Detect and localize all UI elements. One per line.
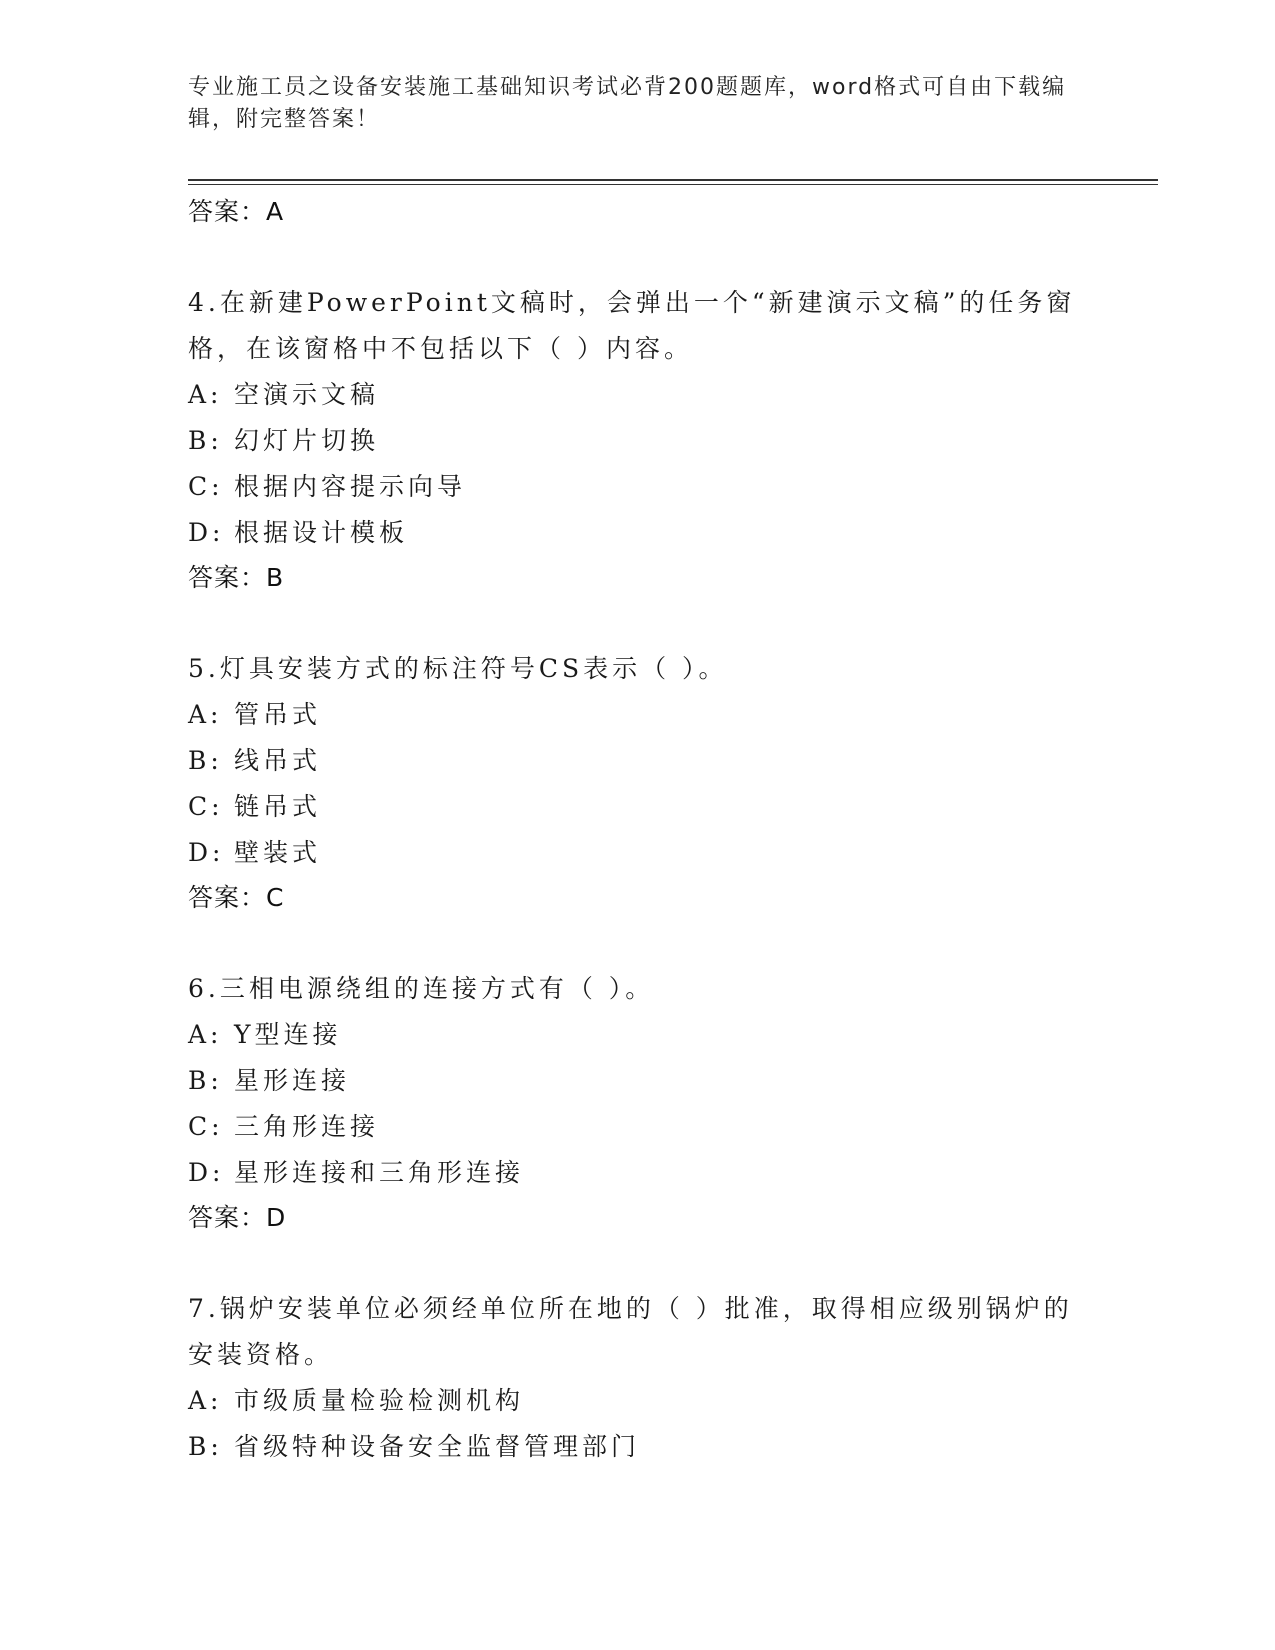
option-letter: D: [188, 1158, 225, 1187]
header-divider-thick [188, 179, 1158, 181]
option-item [188, 738, 1078, 784]
question-item [188, 966, 1078, 1240]
option-letter: C: [188, 1112, 224, 1141]
option-letter: B: [188, 1066, 223, 1095]
answer-line: 答案：B [188, 563, 285, 592]
option-letter: B: [188, 1432, 223, 1461]
option-item [188, 418, 1078, 464]
document-body [188, 190, 1078, 1470]
option-item [188, 692, 1078, 738]
option-item [188, 1058, 1078, 1104]
option-item [188, 510, 1078, 556]
option-text: 链吊式 [234, 792, 322, 821]
option-item [188, 464, 1078, 510]
option-item [188, 1150, 1078, 1196]
option-text: 三角形连接 [234, 1112, 380, 1141]
option-text: 省级特种设备安全监督管理部门 [234, 1432, 641, 1461]
option-text: 管吊式 [234, 700, 322, 729]
option-letter: C: [188, 792, 224, 821]
question-text: 5.灯具安装方式的标注符号CS表示（ ）。 [188, 654, 728, 683]
question-text: 6.三相电源绕组的连接方式有（ ）。 [188, 974, 655, 1003]
option-item [188, 784, 1078, 830]
option-text: 根据设计模板 [234, 518, 409, 547]
question-item [188, 646, 1078, 920]
option-item [188, 1104, 1078, 1150]
option-item [188, 1424, 1078, 1470]
option-letter: A: [188, 380, 223, 409]
question-text: 7.锅炉安装单位必须经单位所在地的（ ）批准，取得相应级别锅炉的安装资格。 [188, 1294, 1073, 1369]
answer-line: 答案：C [188, 883, 285, 912]
header-divider-thin [188, 184, 1158, 185]
option-text: 线吊式 [234, 746, 322, 775]
option-item [188, 1378, 1078, 1424]
option-text: Y型连接 [234, 1020, 342, 1049]
answer-line: 答案：D [188, 1203, 287, 1232]
option-letter: B: [188, 426, 223, 455]
question-text: 4.在新建PowerPoint文稿时，会弹出一个“新建演示文稿”的任务窗格，在该窗格中不包括以下（ ）内容。 [188, 288, 1076, 363]
option-letter: C: [188, 472, 224, 501]
question-item [188, 1286, 1078, 1470]
option-letter: D: [188, 838, 225, 867]
option-text: 空演示文稿 [234, 380, 380, 409]
question-item [188, 280, 1078, 600]
option-text: 星形连接 [234, 1066, 351, 1095]
option-item [188, 372, 1078, 418]
option-letter: B: [188, 746, 223, 775]
answer-line: 答案：A [188, 197, 285, 226]
option-item [188, 1012, 1078, 1058]
option-letter: A: [188, 1386, 223, 1415]
document-header: 专业施工员之设备安装施工基础知识考试必背200题题库，word格式可自由下载编辑，附完整答案！ [188, 75, 1067, 132]
option-text: 壁装式 [234, 838, 322, 867]
option-letter: A: [188, 1020, 223, 1049]
option-item [188, 830, 1078, 876]
option-letter: A: [188, 700, 223, 729]
option-text: 根据内容提示向导 [234, 472, 467, 501]
option-text: 幻灯片切换 [234, 426, 380, 455]
option-letter: D: [188, 518, 225, 547]
option-text: 市级质量检验检测机构 [234, 1386, 525, 1415]
option-text: 星形连接和三角形连接 [234, 1158, 525, 1187]
